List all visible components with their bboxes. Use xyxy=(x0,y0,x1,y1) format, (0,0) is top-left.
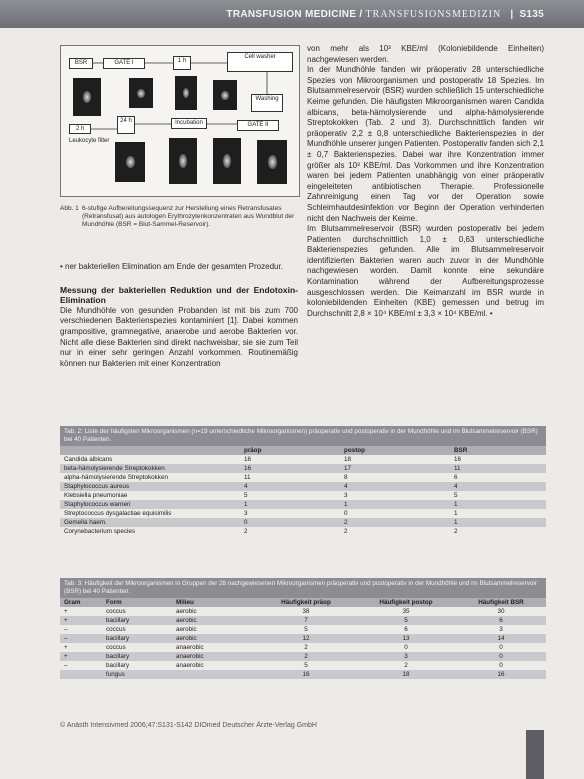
table-row xyxy=(60,661,546,670)
table-cell: Klebsiella pneumoniae xyxy=(64,492,128,499)
table-cell: 0 xyxy=(499,662,503,669)
table-cell: 5 xyxy=(304,626,308,633)
table-cell: 3 xyxy=(344,492,348,499)
table-cell: 0 xyxy=(499,644,503,651)
table-cell: – xyxy=(64,662,68,669)
table-cell: 1 xyxy=(454,501,458,508)
table-cell: 8 xyxy=(344,474,348,481)
table-cell: 17 xyxy=(344,465,352,472)
table-3 xyxy=(60,578,546,679)
left-paragraph-1: • ner bakteriellen Elimination am Ende der gesamten Prozedur. xyxy=(60,262,283,271)
table-3-caption: Tab. 3: Häufigkeit der Mikroorganismen in Gruppen der 28 nachgewiesenen Mikroorganismen präoperativ und postoperativ in der Mundhöhle und im Blutsammelreservoir (BSR) bei 40 Patienten. xyxy=(60,578,546,598)
table-cell: coccus xyxy=(106,626,126,633)
table-3-header-cell: Gram xyxy=(64,599,81,606)
process-figure xyxy=(60,45,300,197)
table-cell: 2 xyxy=(344,519,348,526)
table-cell: – xyxy=(64,635,68,642)
table-2-header-cell: postop xyxy=(344,447,365,454)
table-cell: bacillary xyxy=(106,662,130,669)
table-cell xyxy=(60,670,106,679)
table-cell: 18 xyxy=(344,456,352,463)
table-cell: 5 xyxy=(304,662,308,669)
table-cell: bacillary xyxy=(106,635,130,642)
table-cell: + xyxy=(64,653,68,660)
table-2-header-cell: BSR xyxy=(454,447,468,454)
table-cell: 1 xyxy=(244,501,248,508)
table-2-header-cell xyxy=(60,446,244,455)
table-cell: Corynebacterium species xyxy=(64,528,136,535)
table-cell: aerobic xyxy=(176,617,197,624)
table-cell: Candida albicans xyxy=(64,456,113,463)
figure-arrows xyxy=(61,46,299,196)
table-row xyxy=(60,652,546,661)
table-row xyxy=(60,670,546,679)
table-cell: 5 xyxy=(404,617,408,624)
table-cell: alpha-hämolysierende Streptokokken xyxy=(64,474,168,481)
table-cell: 12 xyxy=(302,635,310,642)
table-cell: 2 xyxy=(404,662,408,669)
figure-caption xyxy=(60,205,298,229)
table-cell: 5 xyxy=(244,492,248,499)
table-cell: 16 xyxy=(302,671,310,678)
table-cell: Staphylococcus warneri xyxy=(64,501,131,508)
right-column xyxy=(307,44,544,319)
table-cell: + xyxy=(64,617,68,624)
table-cell: 5 xyxy=(454,492,458,499)
header-title: TRANSFUSION MEDICINE / TRANSFUSIONSMEDIZIN | S135 xyxy=(226,9,544,20)
table-cell: 3 xyxy=(499,626,503,633)
table-cell: 2 xyxy=(244,528,248,535)
table-3-header-cell: Häufigkeit BSR xyxy=(478,599,524,606)
table-cell: coccus xyxy=(106,644,126,651)
page-number: S135 xyxy=(519,9,544,20)
table-row xyxy=(60,473,546,482)
table-cell: 2 xyxy=(454,528,458,535)
table-cell: coccus xyxy=(106,608,126,615)
table-2-body xyxy=(60,455,546,536)
table-2-header xyxy=(60,446,546,455)
page-tab-marker xyxy=(526,730,544,779)
table-cell: 2 xyxy=(304,653,308,660)
left-column xyxy=(60,262,298,369)
gate2-box: GATE II xyxy=(237,120,279,131)
table-row xyxy=(60,643,546,652)
running-header xyxy=(0,0,584,28)
table-cell: + xyxy=(64,608,68,615)
table-2-caption: Tab. 2: Liste der häufigsten Mikroorganismen (n=19 unterschiedliche Mikroorganismen) präoperativ und postoperativ in der Mundhöhle und im Blutsammelreservoir (BSR) bei 40 Patienten. xyxy=(60,426,546,446)
table-cell: 11 xyxy=(244,474,251,481)
table-row xyxy=(60,482,546,491)
table-cell: anaerobic xyxy=(176,644,204,651)
table-cell: 1 xyxy=(454,519,458,526)
table-3-header-cell: Form xyxy=(106,599,122,606)
table-cell: 6 xyxy=(499,617,503,624)
bsr-box: BSR xyxy=(69,58,93,69)
table-cell: beta-hämolysierende Streptokokken xyxy=(64,465,165,472)
header-left: TRANSFUSION MEDICINE / xyxy=(226,9,366,20)
leuko-label: Leukocyte filter xyxy=(69,138,110,144)
table-cell: Staphylococcus aureus xyxy=(64,483,130,490)
table-cell: 3 xyxy=(244,510,248,517)
table-cell: 35 xyxy=(402,608,410,615)
table-cell: 38 xyxy=(302,608,310,615)
table-cell: 11 xyxy=(454,465,461,472)
table-cell: aerobic xyxy=(176,626,197,633)
table-cell: 1 xyxy=(454,510,458,517)
time1-box: 1 h xyxy=(173,56,191,70)
table-cell: 7 xyxy=(304,617,308,624)
table-cell: 0 xyxy=(344,510,348,517)
table-3-header-cell: Häufigkeit präop xyxy=(281,599,331,606)
table-row xyxy=(60,634,546,643)
washer-box: Cell washer xyxy=(227,52,293,72)
left-paragraph-2: Die Mundhöhle von gesunden Probanden ist mit bis zum 700 verschiedenen Bakterienspezies kontaminiert [1]. Dabei kommen grampositive, gramnegative, anaerobe und aerobe Bakterien vor. Nicht alle diese Bakterien sind direkt nachweisbar, sie sie zum Teil nur in einer sehr geringen Anzahl vorkommen. Routinemäßig können nur Bakterien mit einer Konzentration xyxy=(60,305,298,368)
table-row xyxy=(60,527,546,536)
table-row xyxy=(60,491,546,500)
table-row xyxy=(60,625,546,634)
table-cell: 2 xyxy=(344,528,348,535)
table-row xyxy=(60,455,546,464)
table-cell: 4 xyxy=(244,483,248,490)
gate1-box: GATE I xyxy=(103,58,145,69)
table-cell: – xyxy=(64,626,68,633)
table-cell: 4 xyxy=(454,483,458,490)
table-cell: bacillary xyxy=(106,653,130,660)
table-row xyxy=(60,464,546,473)
table-row xyxy=(60,509,546,518)
table-row xyxy=(60,616,546,625)
table-cell xyxy=(176,670,256,679)
table-cell: 16 xyxy=(497,671,505,678)
section-heading: Messung der bakteriellen Reduktion und der Endotoxin-Elimination xyxy=(60,284,298,306)
footer: © Anästh Intensivmed 2006;47:S131-S142 DIOmed Deutscher Ärzte-Verlag GmbH xyxy=(60,722,317,729)
table-cell: 6 xyxy=(404,626,408,633)
caption-label: Abb. 1 xyxy=(60,205,79,212)
table-cell: Streptococcus dysgalactiae equisimilis xyxy=(64,510,172,517)
table-cell: 14 xyxy=(497,635,505,642)
table-cell: 18 xyxy=(402,671,410,678)
table-cell: 0 xyxy=(404,644,408,651)
right-paragraph-2: In der Mundhöhle fanden wir präoperativ 28 unterschiedliche Spezies von Mikroorganismen und postoperativ 18 Spezies. Im Blutsammelreservoir (BSR) wurden schließlich 15 unterschiedliche Keime gefunden. Die häufigsten Mikroorganismen waren Candida albicans, beta-hämolysierende und alpha-hämolysierende Streptokokken (Tab. 2 und 3). Durchschnittlich fanden wir präoperativ 2,2 ± 0,8 unterschiedliche Bakterienspezies in der Mundhöhle unserer jungen Patienten. Postoperativ fanden sich 2,1 ± 0,7 Bakterienspezies. Dabei war ihre Konzentration immer größer als 10³ KBE/ml. Das Vorkommen und ihre Konzentration waren bei jedem Patienten unabhängig von einer präoperativ eingeleiteten antibiotischen Therapie. Professionelle Zahnreinigung einen Tag vor der Operation sowie Schleimhautdesinfektion vor Beginn der Operation verhinderten nicht den Nachweis der Keime. xyxy=(307,65,544,223)
table-cell: 1 xyxy=(344,501,348,508)
table-3-header xyxy=(60,598,546,607)
wash-box: Washing xyxy=(251,94,283,112)
table-cell: 16 xyxy=(244,456,252,463)
table-row xyxy=(60,607,546,616)
table-cell: bacillary xyxy=(106,617,130,624)
table-cell: Gemella haem. xyxy=(64,519,107,526)
table-cell: 4 xyxy=(344,483,348,490)
table-2 xyxy=(60,426,546,536)
caption-text: 6-stufige Aufbereitungssequenz zur Herstellung eines Retransfusates (Retransfusat) aus autologen Erythrozytenkonzentraten aus Wundblut der Mundhöhle (BSR = Blut-Sammel-Reservoir). xyxy=(82,205,295,228)
table-3-header-cell: Häufigkeit postop xyxy=(379,599,433,606)
table-cell: fungus xyxy=(106,671,125,678)
right-paragraph-1: von mehr als 10³ KBE/ml (Koloniebildende Einheiten) nachgewiesen werden. xyxy=(307,44,544,64)
table-row xyxy=(60,500,546,509)
right-paragraph-3: Im Blutsammelreservoir (BSR) wurden postoperativ bei jedem Patienten durchschnittlich 1,0 ± 0,63 unterschiedliche Bakterienspezies gefunden. Alle im Blutsammelreservoir identifizierten Bakterien waren auch zuvor in der Mundhöhle nachgewiesen worden. Damit konnte eine sekundäre Kontamination während der Aufbereitungsprozesse ausgeschlossen werden. Die Keimanzahl im BSR wurde in koloniebildenden Einheiten (KBE) gemessen und betrug im Durchschnitt 2,8 × 10⁴ KBE/ml ± 3,3 × 10⁴ KBE/ml. • xyxy=(307,224,544,318)
table-cell: anaerobic xyxy=(176,662,204,669)
leuko-box: 24 h xyxy=(117,116,135,134)
header-right: TRANSFUSIONSMEDIZIN xyxy=(365,9,502,20)
table-cell: anaerobic xyxy=(176,653,204,660)
table-3-body xyxy=(60,607,546,679)
table-cell: 6 xyxy=(454,474,458,481)
table-cell: + xyxy=(64,644,68,651)
table-2-header-cell: präop xyxy=(244,447,262,454)
incubation-box: Incubation xyxy=(171,118,207,129)
table-cell: 16 xyxy=(244,465,252,472)
table-3-header-cell: Milieu xyxy=(176,599,194,606)
table-cell: 13 xyxy=(402,635,410,642)
table-cell: 3 xyxy=(404,653,408,660)
table-cell: 0 xyxy=(244,519,248,526)
table-cell: 2 xyxy=(304,644,308,651)
table-cell: 16 xyxy=(454,456,462,463)
table-cell: aerobic xyxy=(176,608,197,615)
table-cell: 0 xyxy=(499,653,503,660)
table-row xyxy=(60,518,546,527)
table-cell: aerobic xyxy=(176,635,197,642)
time2-box: 2 h xyxy=(69,124,91,134)
table-cell: 30 xyxy=(497,608,505,615)
